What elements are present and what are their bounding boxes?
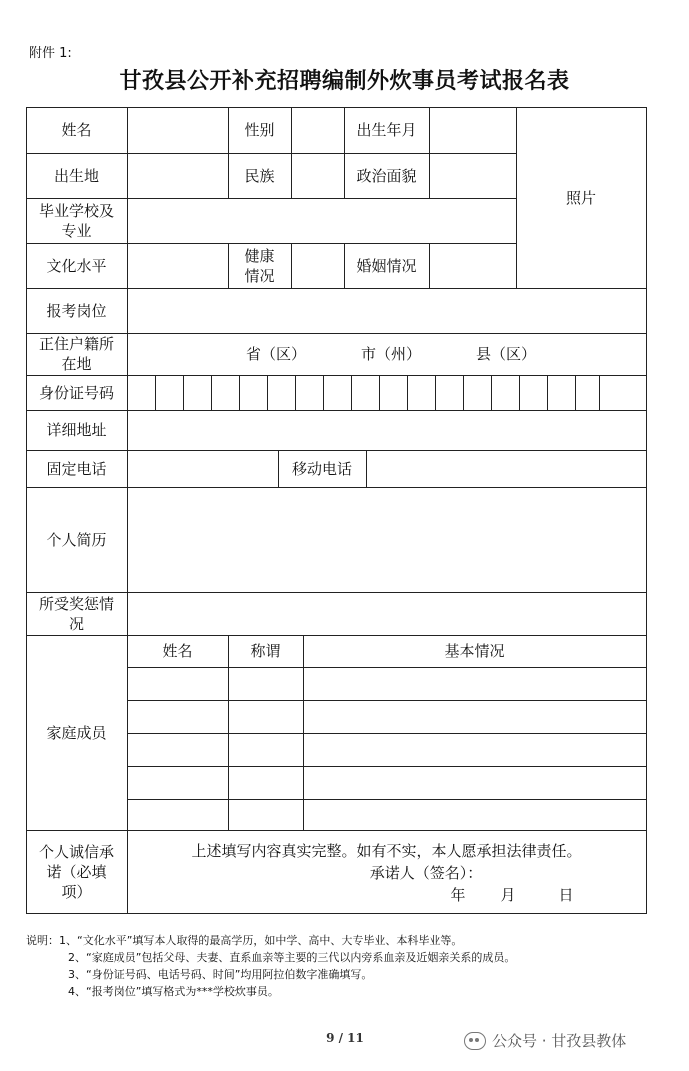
wechat-icon — [464, 1032, 486, 1050]
hukou-label-line2: 在地 — [61, 355, 92, 373]
pledge-label-line3: 项） — [61, 882, 92, 901]
resume-label: 个人简历 — [46, 530, 107, 549]
watermark-text: 公众号 · 甘孜县教体 — [492, 1032, 627, 1050]
note-item: 4、“报考岗位”填写格式为***学校炊事员。 — [68, 985, 279, 998]
note-item: 说明：1、“文化水平”填写本人取得的最高学历，如中学、高中、大专毕业、本科毕业等。 — [26, 934, 463, 947]
address-label: 详细地址 — [46, 421, 107, 439]
family-name-header: 姓名 — [162, 642, 193, 660]
health-field[interactable] — [291, 243, 344, 288]
note-item: 3、“身份证号码、电话号码、时间”均用阿拉伯数字准确填写。 — [68, 968, 373, 981]
awards-label — [26, 592, 127, 635]
pledge-label-line1: 个人诚信承 — [38, 842, 114, 861]
county-label: 县（区） — [475, 345, 536, 363]
pledge-label-line2: 诺（必填 — [46, 862, 107, 881]
graduate-school-field[interactable] — [127, 198, 516, 243]
pledge-statement: 上述填写内容真实完整。如有不实，本人愿承担法律责任。 — [191, 842, 582, 860]
date-day-label: 日 — [558, 886, 574, 904]
political-status-label: 政治面貌 — [356, 166, 417, 185]
row-line — [127, 766, 646, 767]
family-label: 家庭成员 — [46, 723, 107, 742]
marital-label: 婚姻情况 — [356, 256, 417, 275]
pledge-label — [26, 830, 127, 913]
row-line — [127, 700, 646, 701]
date-year-label: 年 — [450, 886, 466, 904]
birth-date-field[interactable] — [429, 107, 516, 153]
form-title: 甘孜县公开补充招聘编制外炊事员考试报名表 — [119, 69, 570, 94]
row-line — [127, 733, 646, 734]
name-label: 姓名 — [61, 121, 92, 139]
birthplace-field[interactable] — [127, 153, 228, 198]
gender-label: 性别 — [244, 121, 275, 139]
graduate-school-label-line1: 毕业学校及 — [38, 201, 114, 220]
registration-form — [26, 107, 646, 913]
city-label: 市（州） — [360, 345, 421, 363]
id-number-field[interactable] — [127, 375, 646, 410]
date-month-label: 月 — [500, 886, 516, 904]
position-label: 报考岗位 — [46, 301, 107, 320]
family-relation-header: 称谓 — [250, 642, 281, 660]
note-item: 2、“家庭成员”包括父母、夫妻、直系血亲等主要的三代以内旁系血亲及近姻亲关系的成员。 — [68, 951, 516, 964]
awards-field[interactable] — [127, 592, 646, 635]
ethnicity-label: 民族 — [244, 166, 275, 185]
landline-field[interactable] — [127, 450, 278, 487]
birthplace-label: 出生地 — [53, 166, 99, 185]
health-label-line2: 情况 — [244, 266, 275, 285]
table-border-bottom — [26, 913, 646, 914]
political-status-field[interactable] — [429, 153, 516, 198]
mobile-label: 移动电话 — [291, 459, 352, 478]
graduate-school-label — [26, 198, 127, 243]
birth-date-label: 出生年月 — [356, 121, 417, 139]
notes-label: 说明： — [26, 934, 59, 947]
hukou-label-line1: 正住户籍所 — [38, 335, 114, 353]
resume-field[interactable] — [127, 487, 646, 592]
photo-box[interactable]: 照片 — [565, 188, 596, 207]
row-line — [127, 667, 646, 668]
mobile-field[interactable] — [366, 450, 646, 487]
awards-label-line2: 况 — [68, 614, 84, 633]
position-field[interactable] — [127, 288, 646, 333]
annex-label: 附件 1: — [29, 46, 72, 61]
marital-field[interactable] — [429, 243, 516, 288]
address-field[interactable] — [127, 410, 646, 450]
watermark — [464, 1030, 626, 1051]
gender-field[interactable] — [291, 107, 344, 153]
education-field[interactable] — [127, 243, 228, 288]
province-label: 省（区） — [245, 345, 306, 363]
landline-label: 固定电话 — [46, 459, 107, 478]
awards-label-line1: 所受奖惩情 — [38, 594, 114, 613]
graduate-school-label-line2: 专业 — [61, 221, 92, 240]
page-number: 9 / 11 — [326, 1031, 364, 1045]
pledger-signature-label: 承诺人（签名）： — [369, 864, 483, 882]
table-border-right — [646, 107, 647, 914]
education-label: 文化水平 — [46, 256, 107, 275]
health-label-line1: 健康 — [244, 246, 275, 265]
hukou-label — [26, 333, 127, 375]
instructions — [26, 932, 515, 1000]
name-field[interactable] — [127, 107, 228, 153]
id-number-label: 身份证号码 — [38, 383, 114, 402]
ethnicity-field[interactable] — [291, 153, 344, 198]
family-info-header: 基本情况 — [444, 642, 505, 660]
health-label — [228, 243, 291, 288]
row-line — [127, 799, 646, 800]
